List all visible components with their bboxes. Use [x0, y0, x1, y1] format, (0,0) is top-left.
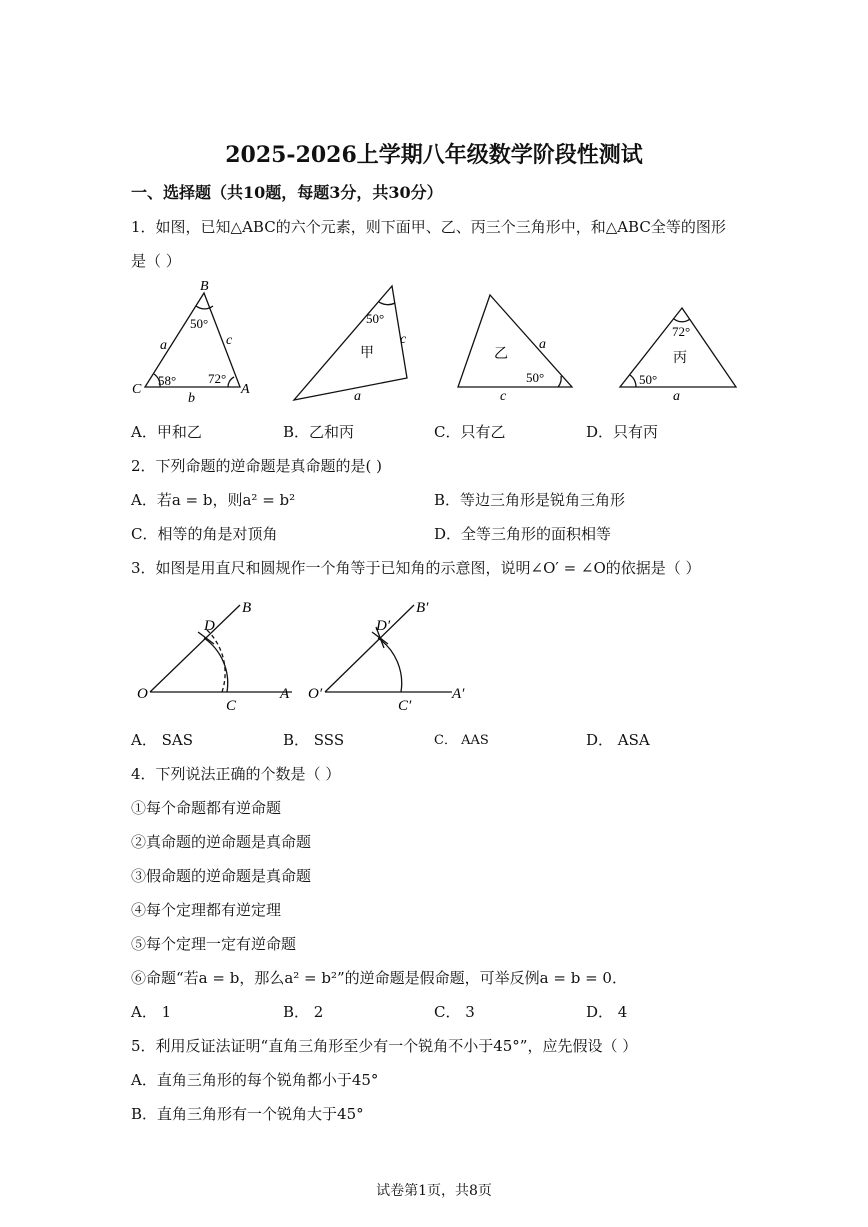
bing-label-a: a: [673, 389, 680, 404]
label-a: a: [160, 338, 167, 353]
triangle-yi: [458, 295, 572, 387]
q4-item-6: ⑥命题“若a = b，那么a² = b²”的逆命题是假命题，可举反例a = b = 0．: [131, 969, 627, 987]
page-footer: 试卷第1页，共8页: [376, 1183, 492, 1199]
bing-left-angle-label: 50°: [639, 372, 658, 387]
q5-text: 5．利用反证法证明“直角三角形至少有一个锐角不小于45°”，应先假设（ ）: [131, 1037, 638, 1055]
q1-text-line2: 是（ ）: [131, 252, 181, 270]
q1-option-c: C．只有乙: [434, 423, 506, 441]
label-C: C: [132, 382, 142, 397]
jia-angle-label: 50°: [366, 311, 385, 326]
fig1-label-O: O: [137, 686, 148, 702]
fig2-label-D: D′: [376, 618, 391, 634]
q4-option-d: D． 4: [586, 1003, 628, 1021]
fig2-label-B: B′: [416, 600, 429, 616]
yi-label-a: a: [539, 337, 546, 352]
yi-name: 乙: [494, 347, 508, 362]
triangle-jia: [294, 286, 407, 400]
q2-option-d: D．全等三角形的面积相等: [434, 525, 612, 543]
fig2-label-O: O′: [308, 686, 323, 702]
q4-text: 4．下列说法正确的个数是（ ）: [131, 765, 341, 783]
q1-figures: [120, 276, 760, 406]
label-B: B: [200, 279, 209, 294]
q4-option-b: B． 2: [283, 1003, 324, 1021]
jia-name: 甲: [360, 346, 374, 361]
angle-a-label: 72°: [208, 371, 227, 386]
q5-option-b: B．直角三角形有一个锐角大于45°: [131, 1105, 364, 1123]
q4-option-a: A． 1: [131, 1003, 172, 1021]
label-b: b: [188, 391, 195, 406]
q3-figures: [130, 592, 490, 717]
section-heading: 一、选择题（共10题，每题3分，共30分）: [131, 183, 443, 202]
bing-top-angle-label: 72°: [672, 324, 691, 339]
q3-option-c: C． AAS: [434, 733, 489, 748]
q4-item-1: ①每个命题都有逆命题: [131, 799, 282, 817]
q4-item-5: ⑤每个定理一定有逆命题: [131, 935, 297, 953]
q2-option-a: A．若a = b，则a² = b²: [131, 491, 296, 509]
angle-c-label: 58°: [158, 373, 177, 388]
triangle-bing: [620, 308, 736, 387]
label-c: c: [226, 333, 233, 348]
q4-item-4: ④每个定理都有逆定理: [131, 901, 282, 919]
fig1-label-A: A: [280, 686, 290, 702]
q1-text-line1: 1．如图，已知△ABC的六个元素，则下面甲、乙、丙三个三角形中，和△ABC全等的图形: [131, 218, 726, 236]
fig1-label-D: D: [204, 618, 215, 634]
q2-text: 2．下列命题的逆命题是真命题的是( ): [131, 457, 383, 475]
page-title: 2025-2026上学期八年级数学阶段性测试: [225, 142, 643, 168]
q1-option-d: D．只有丙: [586, 423, 659, 441]
yi-angle-label: 50°: [526, 370, 545, 385]
q2-option-c: C．相等的角是对顶角: [131, 525, 278, 543]
q1-option-a: A．甲和乙: [131, 423, 202, 441]
bing-name: 丙: [673, 351, 687, 366]
fig2-label-A: A′: [452, 686, 465, 702]
q4-item-3: ③假命题的逆命题是真命题: [131, 867, 312, 885]
q4-item-2: ②真命题的逆命题是真命题: [131, 833, 312, 851]
q3-text: 3．如图是用直尺和圆规作一个角等于已知角的示意图，说明∠O′ = ∠O的依据是（ ）: [131, 559, 701, 577]
angle-figure-1: [150, 605, 292, 692]
q2-option-b: B．等边三角形是锐角三角形: [434, 491, 626, 509]
q4-option-c: C． 3: [434, 1003, 475, 1021]
q1-option-b: B．乙和丙: [283, 423, 355, 441]
fig1-label-C: C: [226, 698, 237, 714]
fig1-label-B: B: [242, 600, 252, 616]
q3-option-b: B． SSS: [283, 731, 345, 749]
jia-label-a: a: [354, 389, 361, 404]
q5-option-a: A．直角三角形的每个锐角都小于45°: [131, 1071, 379, 1089]
q3-option-a: A． SAS: [131, 731, 193, 749]
q3-option-d: D． ASA: [586, 731, 650, 749]
angle-b-label: 50°: [190, 316, 209, 331]
yi-label-c: c: [500, 389, 507, 404]
fig2-label-C: C′: [398, 698, 412, 714]
label-A: A: [241, 382, 250, 397]
jia-label-c: c: [400, 332, 407, 347]
